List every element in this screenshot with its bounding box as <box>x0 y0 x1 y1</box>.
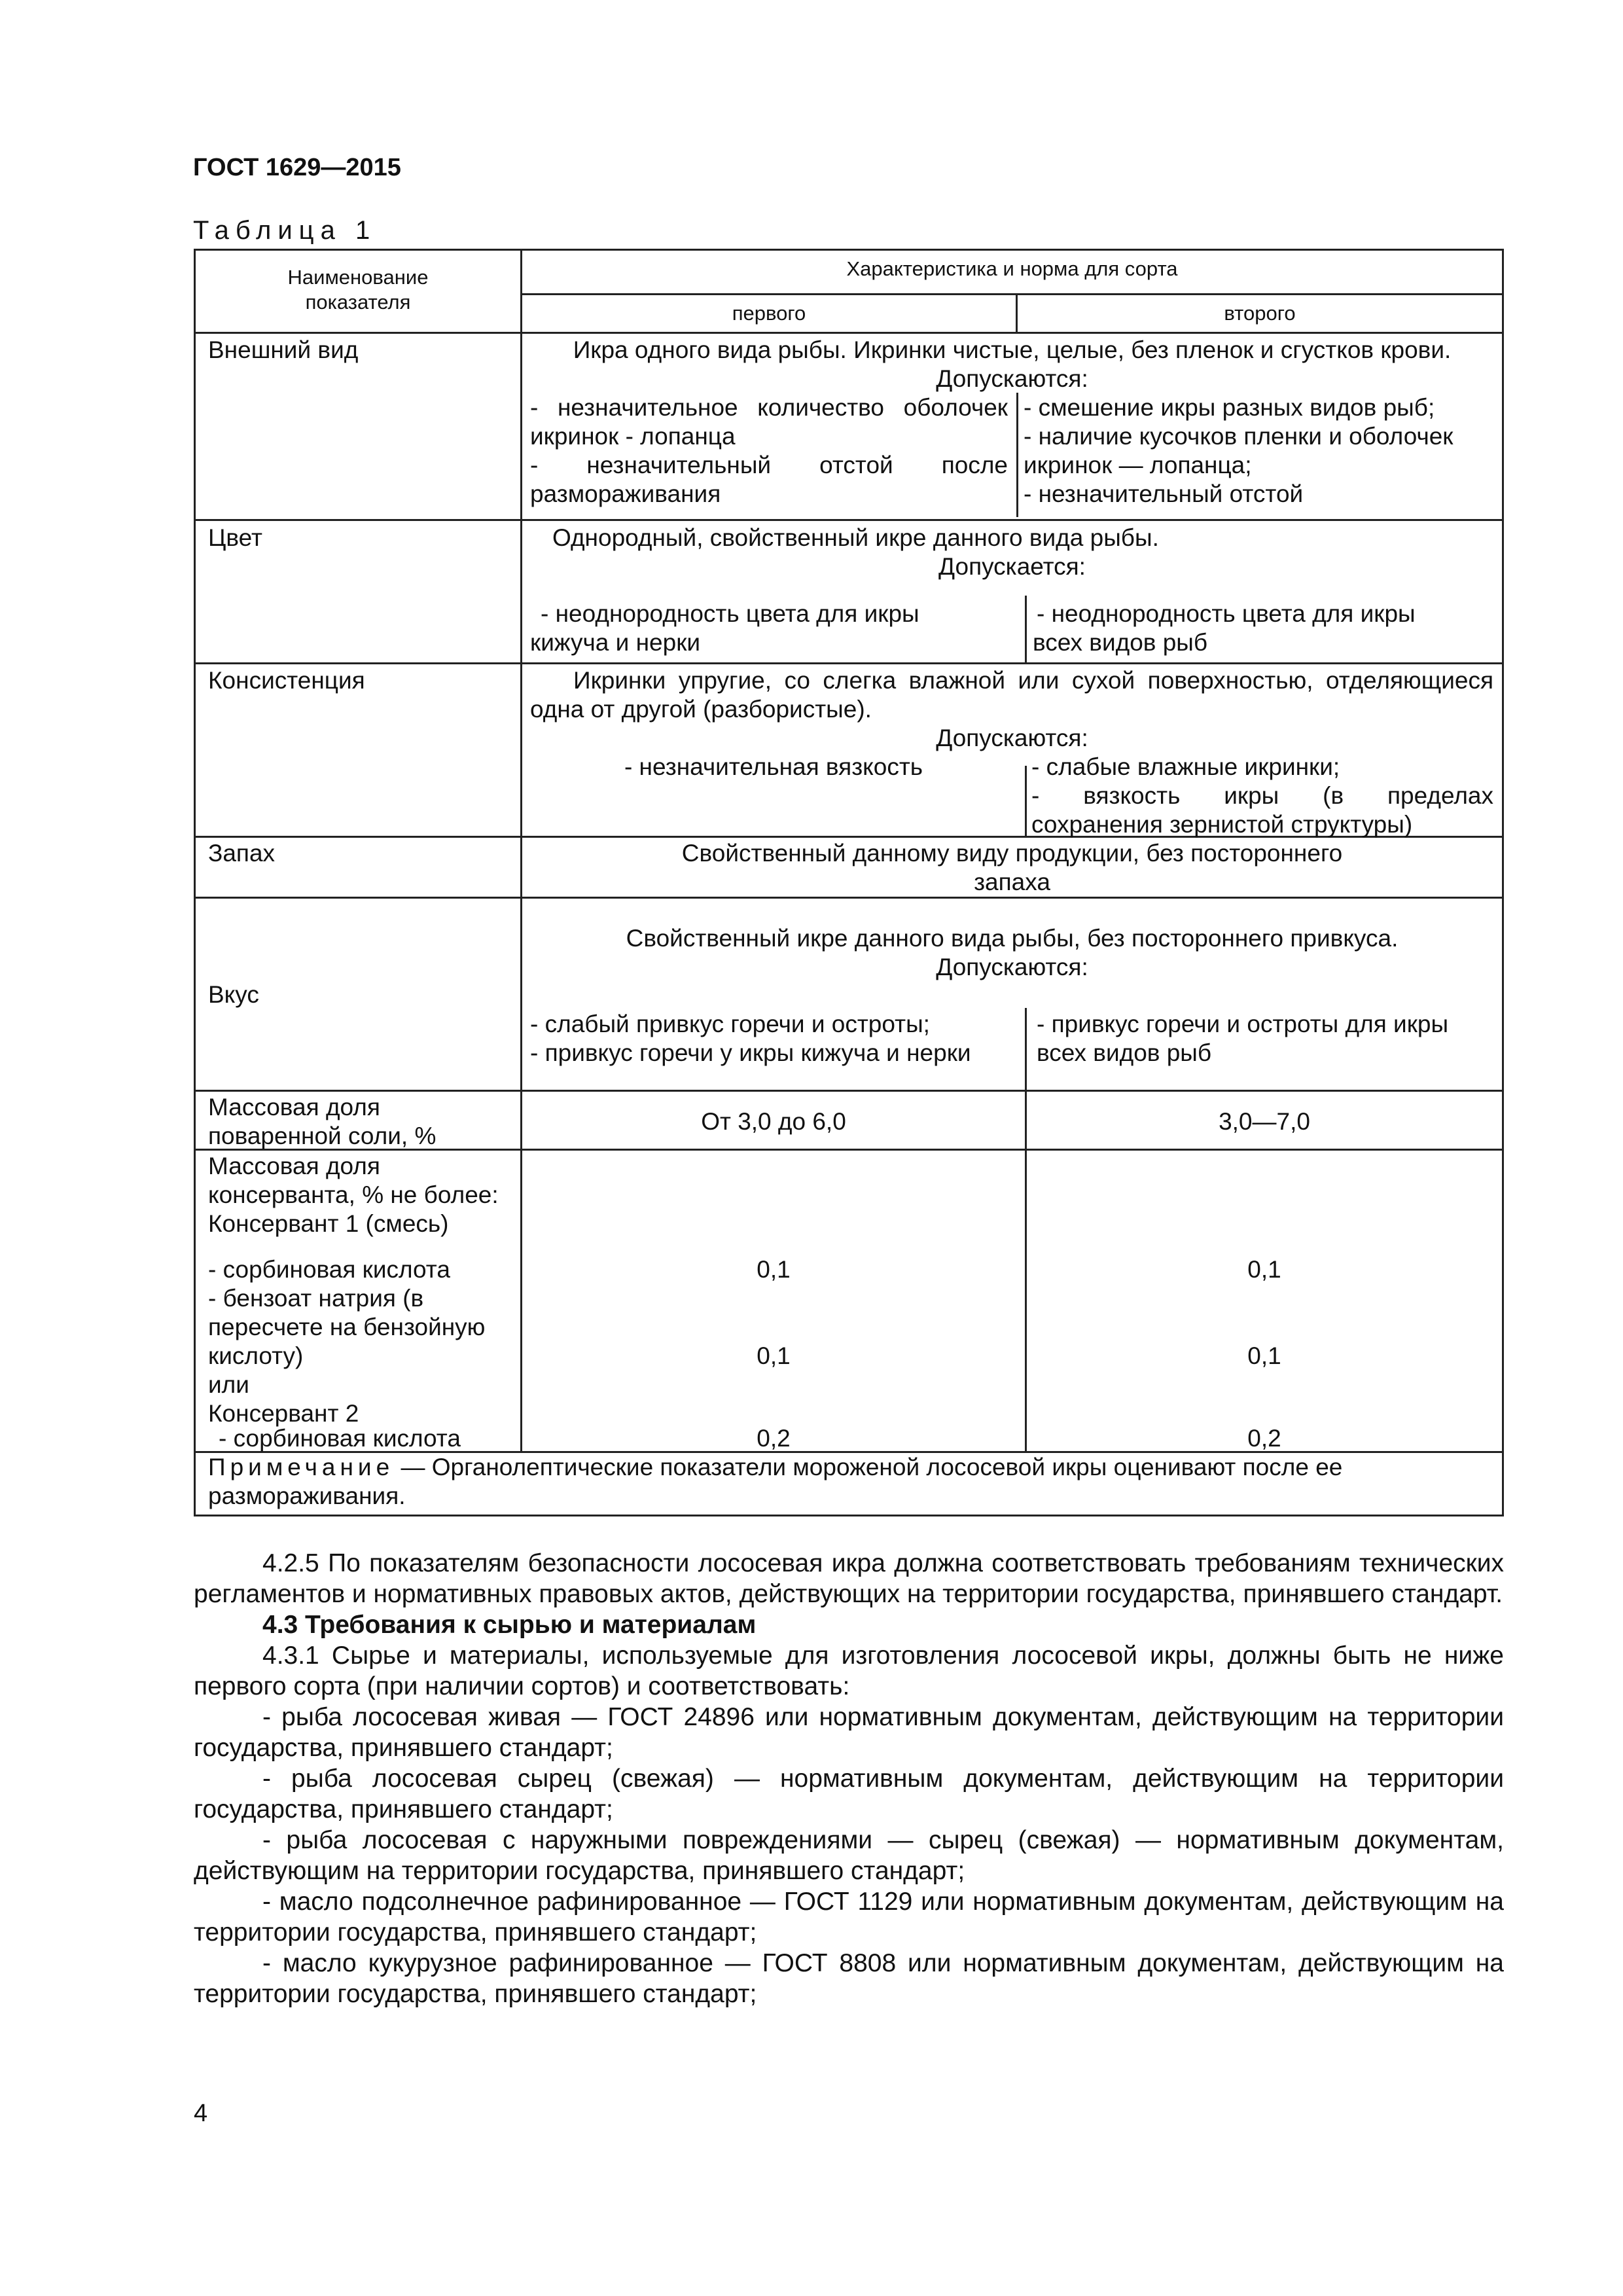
appearance-g2-line1: - смешение икры разных видов рыб; <box>1024 394 1435 421</box>
row-name-appearance: Внешний вид <box>208 336 359 363</box>
preservative-benzoate-line3: кислоту) <box>208 1342 304 1369</box>
table-caption: Таблица 1 <box>193 216 377 245</box>
row-name-preservative-line3: Консервант 1 (смесь) <box>208 1210 449 1237</box>
appearance-g1-line2: икринок - лопанца <box>530 423 736 450</box>
preservative-sorbic: - сорбиновая кислота <box>208 1256 450 1283</box>
header-bottom-line <box>194 332 1504 334</box>
body-text <box>194 1548 1504 2009</box>
row-name-salt-line2: поваренной соли, % <box>208 1122 437 1149</box>
consistency-common-line2: одна от другой (разбористые). <box>530 696 872 723</box>
page-number: 4 <box>194 2100 208 2127</box>
taste-g1-line1: - слабый привкус горечи и остроты; <box>530 1011 930 1037</box>
indicators-table <box>194 249 1504 1516</box>
appearance-g1-line1: - незначительное количество оболочек <box>530 394 1008 421</box>
grade-split-line <box>1016 393 1018 517</box>
taste-common: Свойственный икре данного вида рыбы, без постороннего привкуса. <box>626 925 1399 952</box>
paragraph-4-3-1: 4.3.1 Сырье и материалы, используемые для изготовления лососевой икры, должны быть не ниже первого сорта (при наличии сортов) и соответствовать: <box>194 1641 1504 1700</box>
table-note-line2: размораживания. <box>208 1482 406 1509</box>
header-characteristic: Характеристика и норма для сорта <box>846 257 1178 280</box>
list-item: - рыба лососевая живая — ГОСТ 24896 или нормативным документам, действующим на территории государства, принявшего стандарт; <box>194 1703 1504 1762</box>
appearance-common: Икра одного вида рыбы. Икринки чистые, целые, без пленок и сгустков крови. <box>573 336 1452 363</box>
preservative-g1-benzoate: 0,1 <box>757 1342 791 1369</box>
preservative-benzoate-line2: пересчете на бензойную <box>208 1314 486 1340</box>
color-g1-line2: кижуча и нерки <box>530 629 701 656</box>
preservative-g2-benzoate: 0,1 <box>1247 1342 1281 1369</box>
taste-g2-line1: - привкус горечи и остроты для икры <box>1037 1011 1449 1037</box>
header-grade-second: второго <box>1224 302 1296 325</box>
consistency-common-line1: Икринки упругие, со слегка влажной или сухой поверхностью, отделяющиеся <box>573 667 1493 694</box>
row-name-consistency: Консистенция <box>208 667 365 694</box>
header-name-line1: Наименование <box>287 266 429 289</box>
row-line <box>194 662 1504 664</box>
row-name-taste: Вкус <box>208 981 259 1008</box>
consistency-g2-line1: - слабые влажные икринки; <box>1031 753 1340 780</box>
row-name-salt-line1: Массовая доля <box>208 1094 380 1121</box>
document-header: ГОСТ 1629—2015 <box>193 154 401 181</box>
list-item: - масло подсолнечное рафинированное — ГОСТ 1129 или нормативным документам, действующим на территории государства, принявшего стандарт; <box>194 1888 1504 1946</box>
note-text: — Органолептические показатели мороженой лососевой икры оценивают после ее <box>394 1454 1343 1480</box>
color-g2-line1: - неоднородность цвета для икры <box>1037 600 1416 627</box>
row-name-smell: Запах <box>208 840 276 867</box>
color-allowed: Допускается: <box>938 553 1086 580</box>
preservative-or: или <box>208 1371 249 1398</box>
appearance-g1-line4: размораживания <box>530 480 721 507</box>
appearance-g2-line2: - наличие кусочков пленки и оболочек <box>1024 423 1454 450</box>
table-border-right <box>1502 249 1504 1516</box>
table-note <box>208 1453 1493 1482</box>
note-label: Примечание <box>208 1454 395 1480</box>
row-line <box>194 519 1504 521</box>
appearance-g2-line4: - незначительный отстой <box>1024 480 1304 507</box>
appearance-g1-line3: - незначительный отстой после <box>530 452 1008 478</box>
preservative-g1-sorbic2: 0,2 <box>757 1425 791 1452</box>
list-item: - масло кукурузное рафинированное — ГОСТ 8808 или нормативным документам, действующим на территории государства, принявшего стандарт; <box>194 1949 1504 2008</box>
preservative-g1-sorbic: 0,1 <box>757 1256 791 1283</box>
taste-g2-line2: всех видов рыб <box>1037 1039 1212 1066</box>
row-line <box>194 897 1504 899</box>
paragraph-4-2-5: 4.2.5 По показателям безопасности лососевая икра должна соответствовать требованиям технических регламентов и нормативных правовых актов, действующих на территории государства, принявшего стандарт. <box>194 1549 1504 1608</box>
section-heading-4-3: 4.3 Требования к сырью и материалам <box>262 1611 757 1639</box>
preservative-cons2: Консервант 2 <box>208 1400 359 1427</box>
list-item: - рыба лососевая с наружными повреждениями — сырец (свежая) — нормативным документам, действующим на территории государства, принявшего стандарт; <box>194 1826 1504 1885</box>
smell-common-line2: запаха <box>974 869 1050 895</box>
salt-g1: От 3,0 до 6,0 <box>701 1108 846 1135</box>
consistency-g2-line3: сохранения зернистой структуры) <box>1031 811 1413 838</box>
preservative-g2-sorbic2: 0,2 <box>1247 1425 1281 1452</box>
header-name-line2: показателя <box>305 291 411 314</box>
row-name-preservative-line2: консерванта, % не более: <box>208 1181 499 1208</box>
salt-g2: 3,0—7,0 <box>1219 1108 1310 1135</box>
table-border-left <box>194 249 196 1516</box>
consistency-allowed: Допускаются: <box>936 725 1088 751</box>
color-common: Однородный, свойственный икре данного вида рыбы. <box>552 524 1159 551</box>
list-item: - рыба лососевая сырец (свежая) — нормативным документам, действующим на территории государства, принявшего стандарт; <box>194 1765 1504 1823</box>
grade-split-line <box>1025 766 1027 836</box>
consistency-g1-line1: - незначительная вязкость <box>624 753 923 780</box>
table-border-bottom <box>194 1515 1504 1516</box>
header-grade-first: первого <box>732 302 806 325</box>
preservative-g2-sorbic: 0,1 <box>1247 1256 1281 1283</box>
row-name-preservative-line1: Массовая доля <box>208 1153 380 1179</box>
preservative-benzoate-line1: - бензоат натрия (в <box>208 1285 424 1312</box>
row-name-color: Цвет <box>208 524 262 551</box>
grade-split-line <box>1025 1008 1027 1090</box>
appearance-allowed: Допускаются: <box>936 365 1088 392</box>
preservative-sorbic2: - сорбиновая кислота <box>219 1425 461 1452</box>
taste-allowed: Допускаются: <box>936 954 1088 980</box>
taste-g1-line2: - привкус горечи у икры кижуча и нерки <box>530 1039 971 1066</box>
smell-common-line1: Свойственный данному виду продукции, без постороннего <box>681 840 1343 867</box>
consistency-g2-line2: - вязкость икры (в пределах <box>1031 782 1493 809</box>
row-line <box>194 1090 1504 1092</box>
table-border-top <box>194 249 1504 251</box>
color-g1-line1: - неоднородность цвета для икры <box>541 600 919 627</box>
color-g2-line2: всех видов рыб <box>1033 629 1208 656</box>
header-split-line <box>520 293 1504 295</box>
appearance-g2-line3: икринок — лопанца; <box>1024 452 1252 478</box>
grade-split-line <box>1025 596 1027 662</box>
